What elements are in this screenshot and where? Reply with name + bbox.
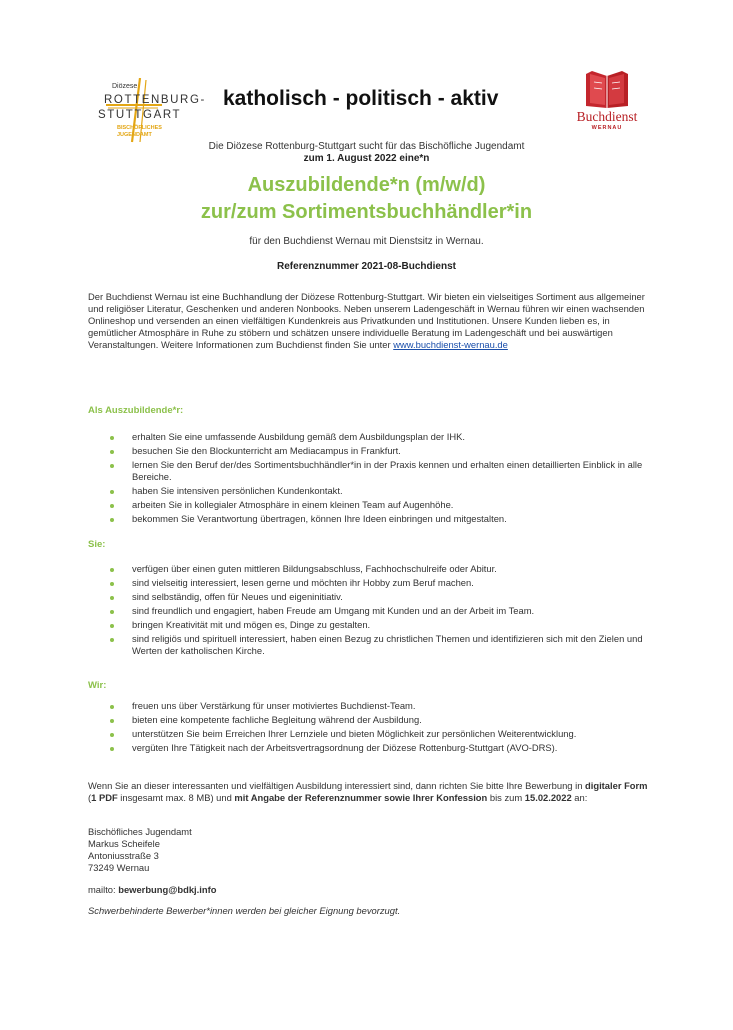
- buchdienst-sub: WERNAU: [591, 125, 623, 131]
- application-part: Wenn Sie an dieser interessanten und vielfältigen Ausbildung interessiert sind, dann richten Sie bitte Ihre Bewerbung in: [88, 780, 586, 791]
- description-text: Der Buchdienst Wernau ist eine Buchhandlung der Diözese Rottenburg-Stuttgart. Wir bieten ein vielseitiges Sortiment aus allgemeiner und religiöser Literatur, Geschenken und anderen Nonbooks. Neben unserem Ladengeschäft in Wernau führen wir einen wachsenden Onlineshop und versenden an einen vielfältigen Kundenkreis aus Privatkunden und Institutionen. Unsere Kunden lieben es, in gemütlicher Atmosphäre in Ruhe zu stöbern und schätzen unsere individuelle Beratung im Ladengeschäft und bei auswärtigen Veranstaltungen. Weitere Informationen zum Buchdienst finden Sie unter: [88, 291, 645, 350]
- application-part: insgesamt max. 8 MB) und: [117, 792, 235, 803]
- buchdienst-name: Buchdienst: [576, 109, 638, 124]
- wir-list: [107, 700, 652, 756]
- list-item: sind selbständig, offen für Neues und eigeninitiativ.: [107, 591, 652, 603]
- section-heading-sie: Sie:: [88, 539, 106, 550]
- list-item: lernen Sie den Beruf der/des Sortimentsbuchhändler*in in der Praxis kennen und erhalten einen detaillierten Einblick in alle Bereiche.: [107, 459, 652, 483]
- application-part: (: [88, 792, 92, 803]
- application-bold: digitaler Form: [585, 780, 648, 791]
- logo-text-jugendamt: JUGENDAMT: [117, 132, 152, 138]
- list-item: bieten eine kompetente fachliche Begleitung während der Ausbildung.: [107, 714, 652, 726]
- mail-prefix: mailto:: [88, 884, 119, 895]
- address-line: Bischöfliches Jugendamt: [88, 826, 192, 837]
- application-part: bis zum: [487, 792, 525, 803]
- motto: katholisch - politisch - aktiv: [223, 87, 499, 110]
- mail-link[interactable]: bewerbung@bdkj.info: [118, 884, 217, 895]
- application-text: [88, 780, 648, 804]
- list-item: vergüten Ihre Tätigkeit nach der Arbeitsvertragsordnung der Diözese Rottenburg-Stuttgart (AVO-DRS).: [107, 742, 652, 754]
- application-bold: 15.02.2022: [524, 792, 572, 803]
- list-item: sind vielseitig interessiert, lesen gerne und möchten ihr Hobby zum Beruf machen.: [107, 577, 652, 589]
- list-item: bekommen Sie Verantwortung übertragen, können Ihre Ideen einbringen und mitgestalten.: [107, 513, 652, 525]
- list-item: unterstützen Sie beim Erreichen Ihrer Lernziele und bieten Möglichkeit zur persönlichen Weiterentwicklung.: [107, 728, 652, 740]
- list-item: sind religiös und spirituell interessiert, haben einen Bezug zu christlichen Themen und identifizieren sich mit den Zielen und Werten der katholischen Kirche.: [107, 633, 652, 657]
- address-line: 73249 Wernau: [88, 862, 150, 873]
- list-item: freuen uns über Verstärkung für unser motiviertes Buchdienst-Team.: [107, 700, 652, 712]
- bja-logo: [98, 78, 208, 144]
- application-part: an:: [571, 792, 588, 803]
- buchdienst-logo: [572, 68, 642, 132]
- description: [88, 291, 648, 351]
- list-item: bringen Kreativität mit und mögen es, Dinge zu gestalten.: [107, 619, 652, 631]
- list-item: arbeiten Sie in kollegialer Atmosphäre in einem kleinen Team auf Augenhöhe.: [107, 499, 652, 511]
- job-subtitle: zur/zum Sortimentsbuchhändler*in: [200, 201, 533, 223]
- application-bold: 1 PDF: [91, 792, 118, 803]
- address-line: Antoniusstraße 3: [88, 850, 159, 861]
- reference-number: Referenznummer 2021-08-Buchdienst: [277, 261, 456, 272]
- logo-text-rottenburg: ROTTENBURG-: [104, 94, 206, 106]
- azubi-list: [107, 431, 652, 527]
- book-icon: [572, 68, 642, 110]
- intro-line: Die Diözese Rottenburg-Stuttgart sucht für das Bischöfliche Jugendamt: [208, 141, 525, 152]
- section-heading-wir: Wir:: [88, 680, 107, 691]
- website-link[interactable]: www.buchdienst-wernau.de: [393, 339, 508, 350]
- address: [88, 826, 192, 874]
- logo-text-bischoefliches: BISCHÖFLICHES: [117, 125, 162, 131]
- list-item: sind freundlich und engagiert, haben Freude am Umgang mit Kunden und an der Arbeit im Team.: [107, 605, 652, 617]
- location-line: für den Buchdienst Wernau mit Dienstsitz in Wernau.: [249, 236, 484, 247]
- list-item: erhalten Sie eine umfassende Ausbildung gemäß dem Ausbildungsplan der IHK.: [107, 431, 652, 443]
- address-line: Markus Scheifele: [88, 838, 160, 849]
- section-heading-azubi: Als Auszubildende*r:: [88, 405, 184, 416]
- sie-list: [107, 563, 652, 659]
- mail-line: [88, 884, 216, 896]
- application-bold: mit Angabe der Referenznummer sowie Ihrer Konfession: [234, 792, 488, 803]
- intro-date: zum 1. August 2022 eine*n: [303, 153, 430, 164]
- list-item: verfügen über einen guten mittleren Bildungsabschluss, Fachhochschulreife oder Abitur.: [107, 563, 652, 575]
- list-item: besuchen Sie den Blockunterricht am Mediacampus in Frankfurt.: [107, 445, 652, 457]
- logo-text-stuttgart: STUTTGART: [98, 109, 182, 121]
- logo-text-diozese: Diözese: [112, 83, 138, 90]
- equal-opportunity-note: Schwerbehinderte Bewerber*innen werden bei gleicher Eignung bevorzugt.: [88, 905, 401, 916]
- job-title: Auszubildende*n (m/w/d): [247, 174, 486, 196]
- list-item: haben Sie intensiven persönlichen Kundenkontakt.: [107, 485, 652, 497]
